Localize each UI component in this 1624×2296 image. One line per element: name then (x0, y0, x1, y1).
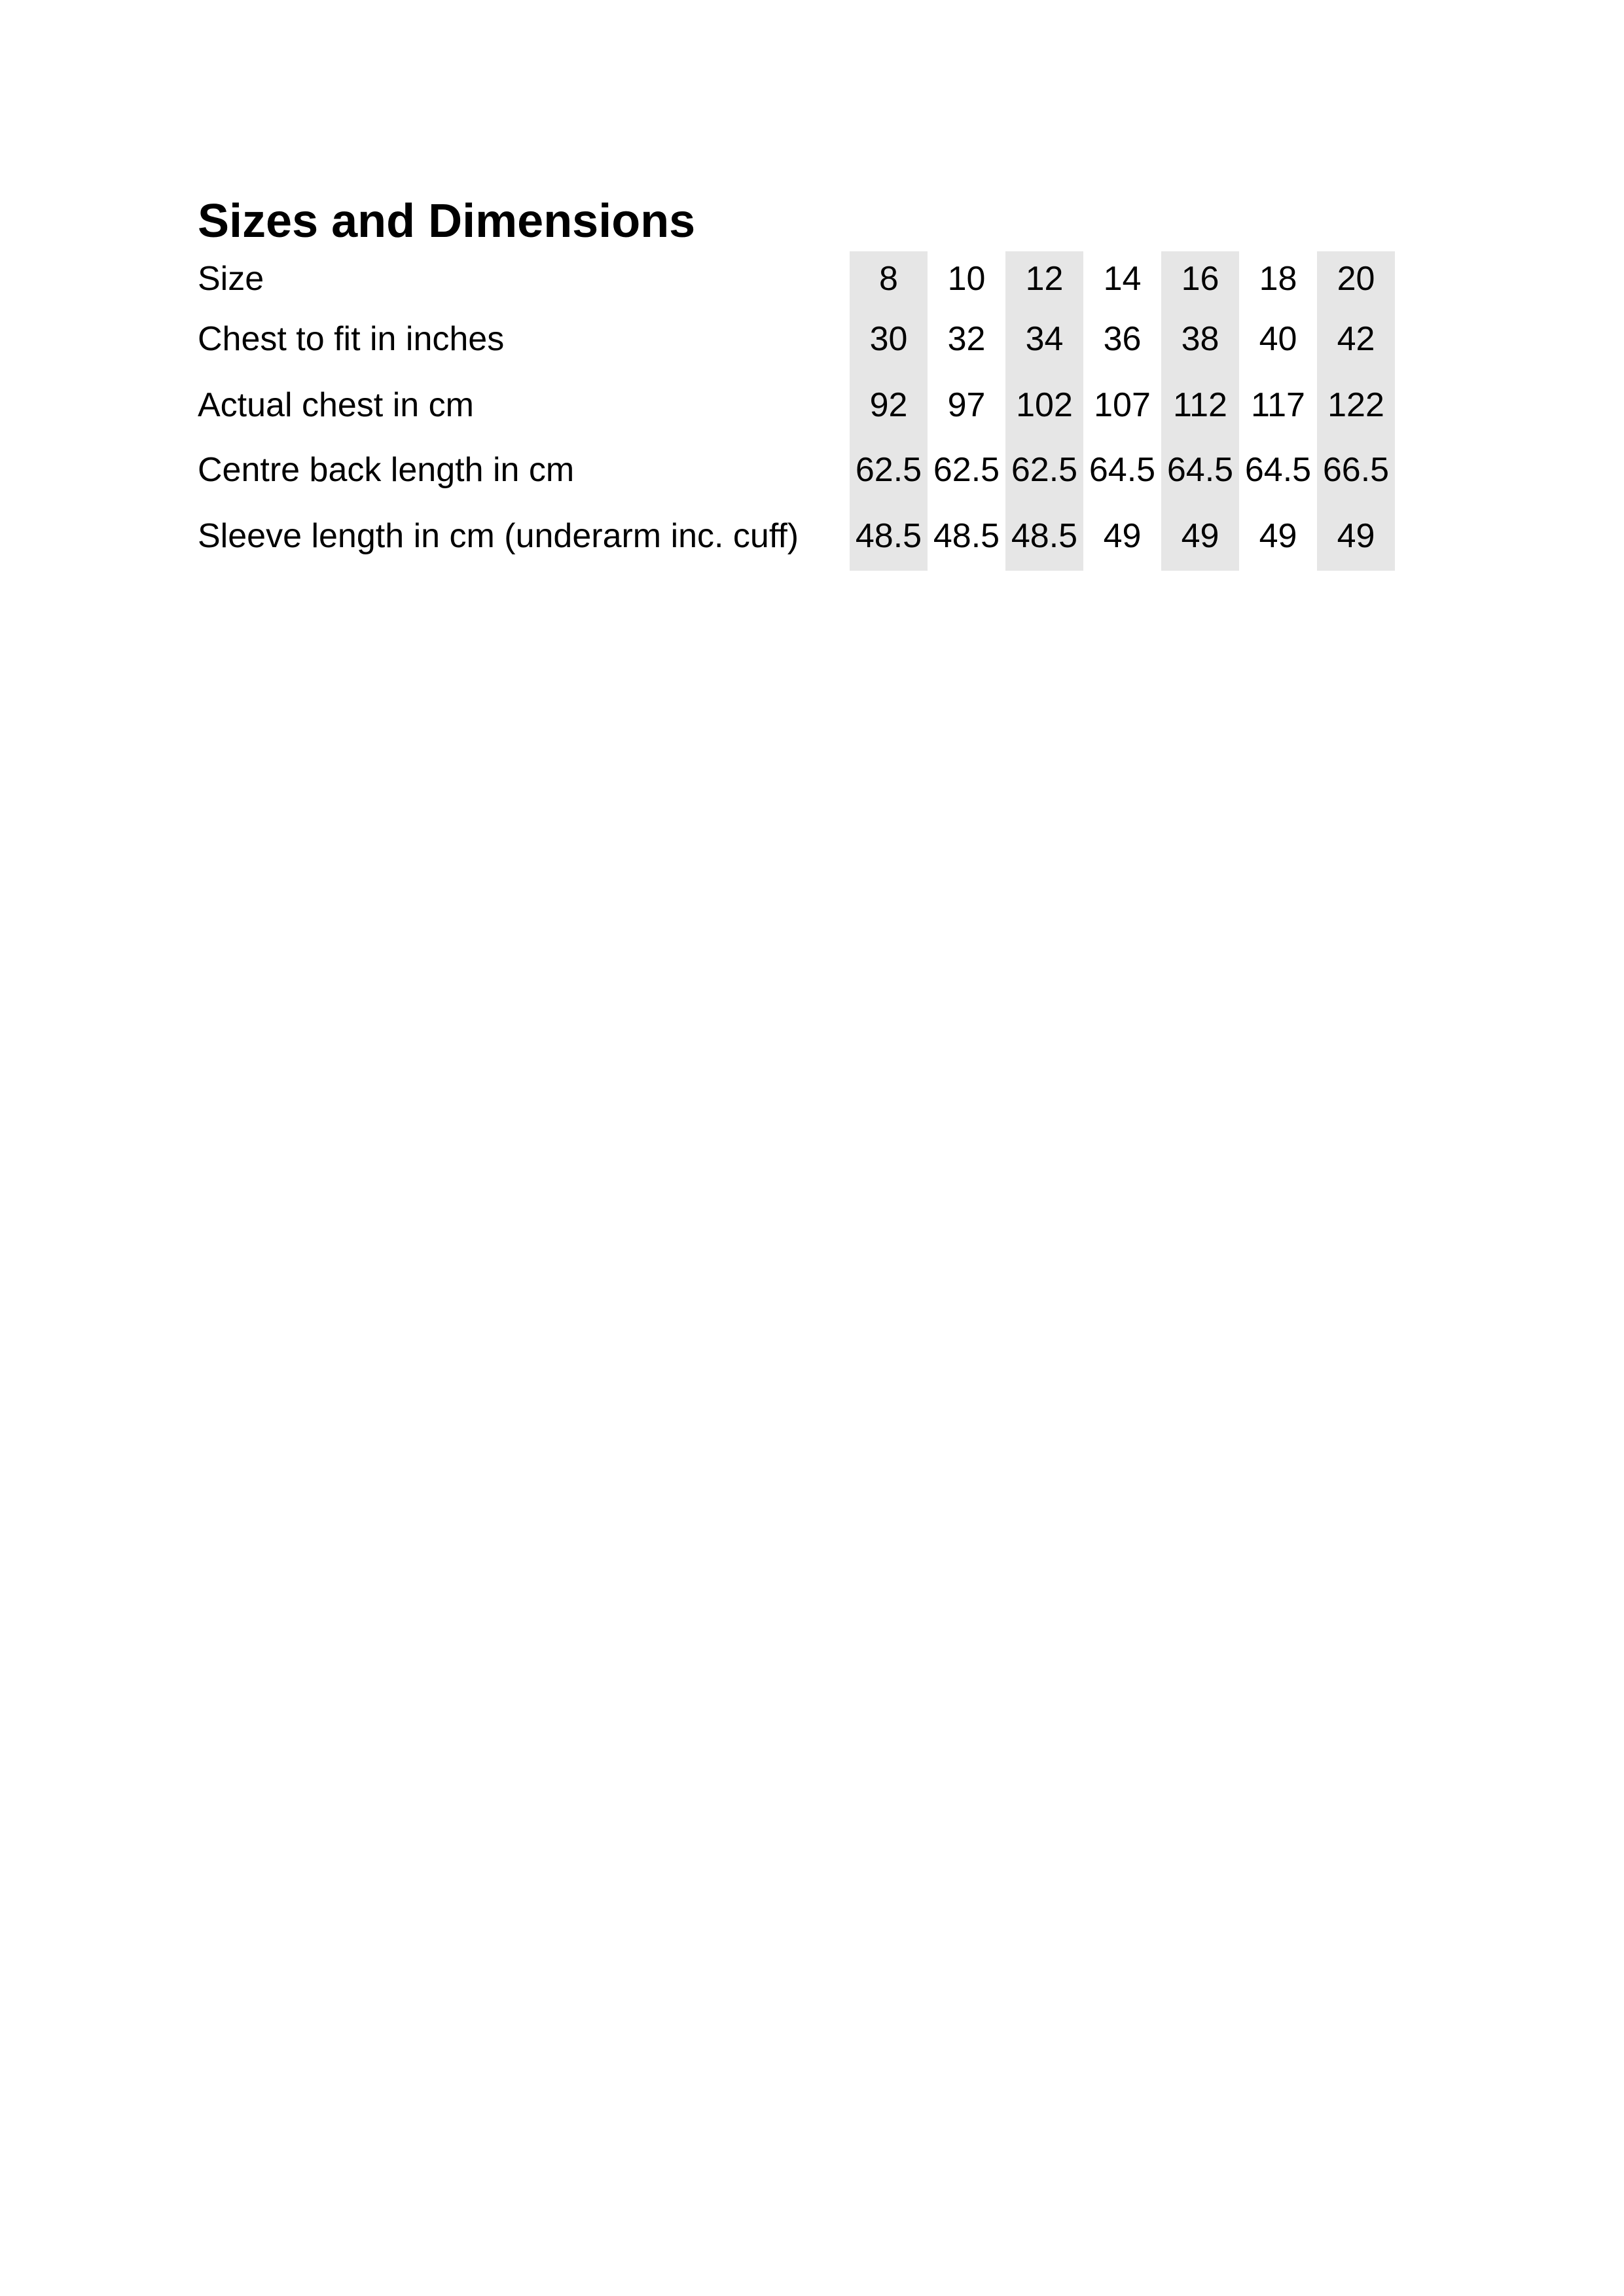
table-cell: 66.5 (1317, 439, 1395, 501)
page-title: Sizes and Dimensions (198, 195, 696, 247)
table-cell: 92 (850, 372, 928, 439)
table-cell: 42 (1317, 306, 1395, 372)
table-cell: 18 (1259, 260, 1297, 298)
table-cell: 62.5 (933, 451, 1000, 489)
table-cell: 8 (850, 251, 928, 306)
table-cell: 49 (1103, 517, 1142, 555)
table-row-centre-back-length (196, 439, 1395, 501)
row-label: Centre back length in cm (198, 451, 575, 489)
table-cell: 64.5 (1244, 451, 1312, 489)
table-row-size (196, 251, 1395, 306)
table-cell: 38 (1161, 306, 1239, 372)
table-cell: 10 (947, 260, 986, 298)
row-label: Sleeve length in cm (underarm inc. cuff) (198, 517, 799, 555)
table-cell: 112 (1161, 372, 1239, 439)
table-cell: 16 (1161, 251, 1239, 306)
table-cell: 102 (1005, 372, 1083, 439)
table-row-actual-chest (196, 372, 1395, 439)
table-cell: 107 (1094, 386, 1151, 424)
table-cell: 32 (947, 320, 986, 358)
table-cell: 20 (1317, 251, 1395, 306)
table-cell: 36 (1103, 320, 1142, 358)
table-cell: 64.5 (1161, 439, 1239, 501)
table-cell: 48.5 (933, 517, 1000, 555)
table-cell: 62.5 (850, 439, 928, 501)
table-cell: 49 (1317, 501, 1395, 571)
table-cell: 97 (947, 386, 986, 424)
table-cell: 30 (850, 306, 928, 372)
table-cell: 122 (1317, 372, 1395, 439)
table-cell: 40 (1259, 320, 1297, 358)
table-cell: 64.5 (1089, 451, 1156, 489)
table-cell: 14 (1103, 260, 1142, 298)
table-cell: 12 (1005, 251, 1083, 306)
table-cell: 49 (1161, 501, 1239, 571)
table-cell: 62.5 (1005, 439, 1083, 501)
table-cell: 48.5 (850, 501, 928, 571)
table-cell: 34 (1005, 306, 1083, 372)
table-row-sleeve-length (196, 501, 1395, 571)
size-table (196, 251, 1395, 571)
row-label: Size (198, 260, 264, 298)
table-cell: 117 (1251, 386, 1305, 424)
table-cell: 49 (1259, 517, 1297, 555)
row-label: Actual chest in cm (198, 386, 474, 424)
table-cell: 48.5 (1005, 501, 1083, 571)
table-row-chest-to-fit (196, 306, 1395, 372)
row-label: Chest to fit in inches (198, 320, 505, 358)
